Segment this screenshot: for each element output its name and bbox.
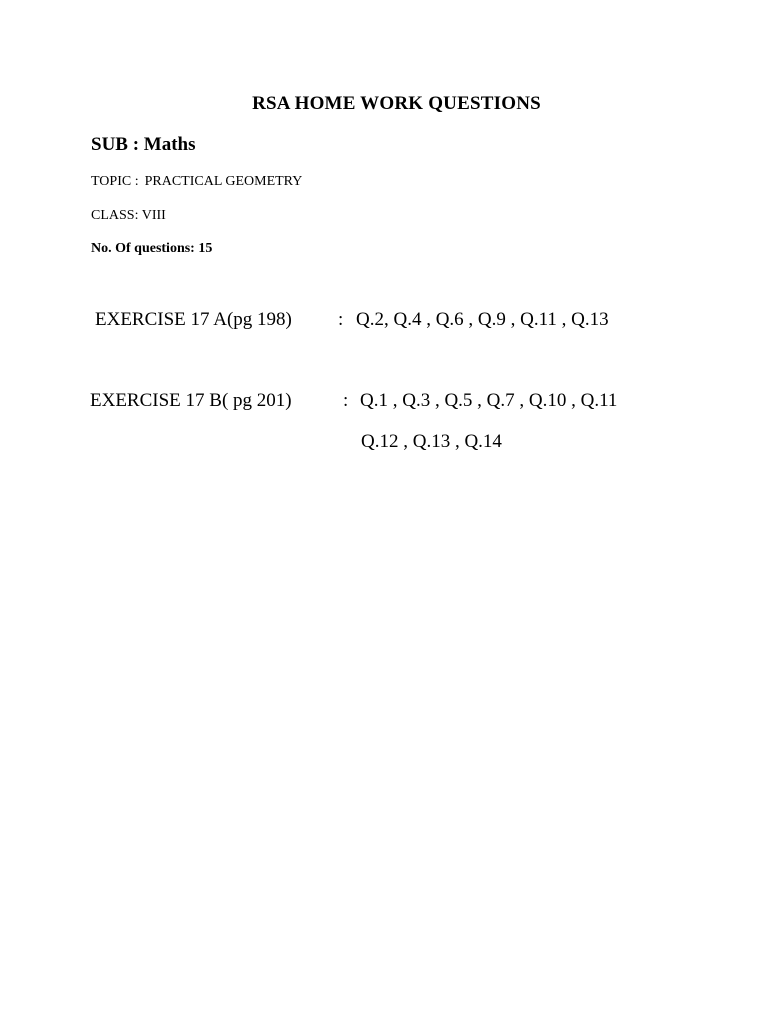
exercise-b-questions: Q.1 , Q.3 , Q.5 , Q.7 , Q.10 , Q.11: [360, 390, 618, 411]
exercise-a-separator: :: [338, 309, 344, 330]
class-line: CLASS: VIII: [91, 208, 166, 223]
subject-line: SUB : Maths: [91, 134, 196, 155]
exercise-a-questions: Q.2, Q.4 , Q.6 , Q.9 , Q.11 , Q.13: [356, 309, 609, 330]
topic-line: [91, 174, 302, 190]
questions-count-line: No. Of questions: 15: [91, 241, 213, 256]
topic-value: PRACTICAL GEOMETRY: [144, 174, 303, 189]
exercise-a-label: EXERCISE 17 A(pg 198): [95, 309, 292, 330]
document-title: RSA HOME WORK QUESTIONS: [252, 93, 541, 114]
exercise-b-separator: :: [343, 390, 349, 411]
topic-label: TOPIC :: [91, 174, 139, 189]
exercise-b-label: EXERCISE 17 B( pg 201): [90, 390, 292, 411]
exercise-b-questions-continued: Q.12 , Q.13 , Q.14: [361, 431, 502, 452]
